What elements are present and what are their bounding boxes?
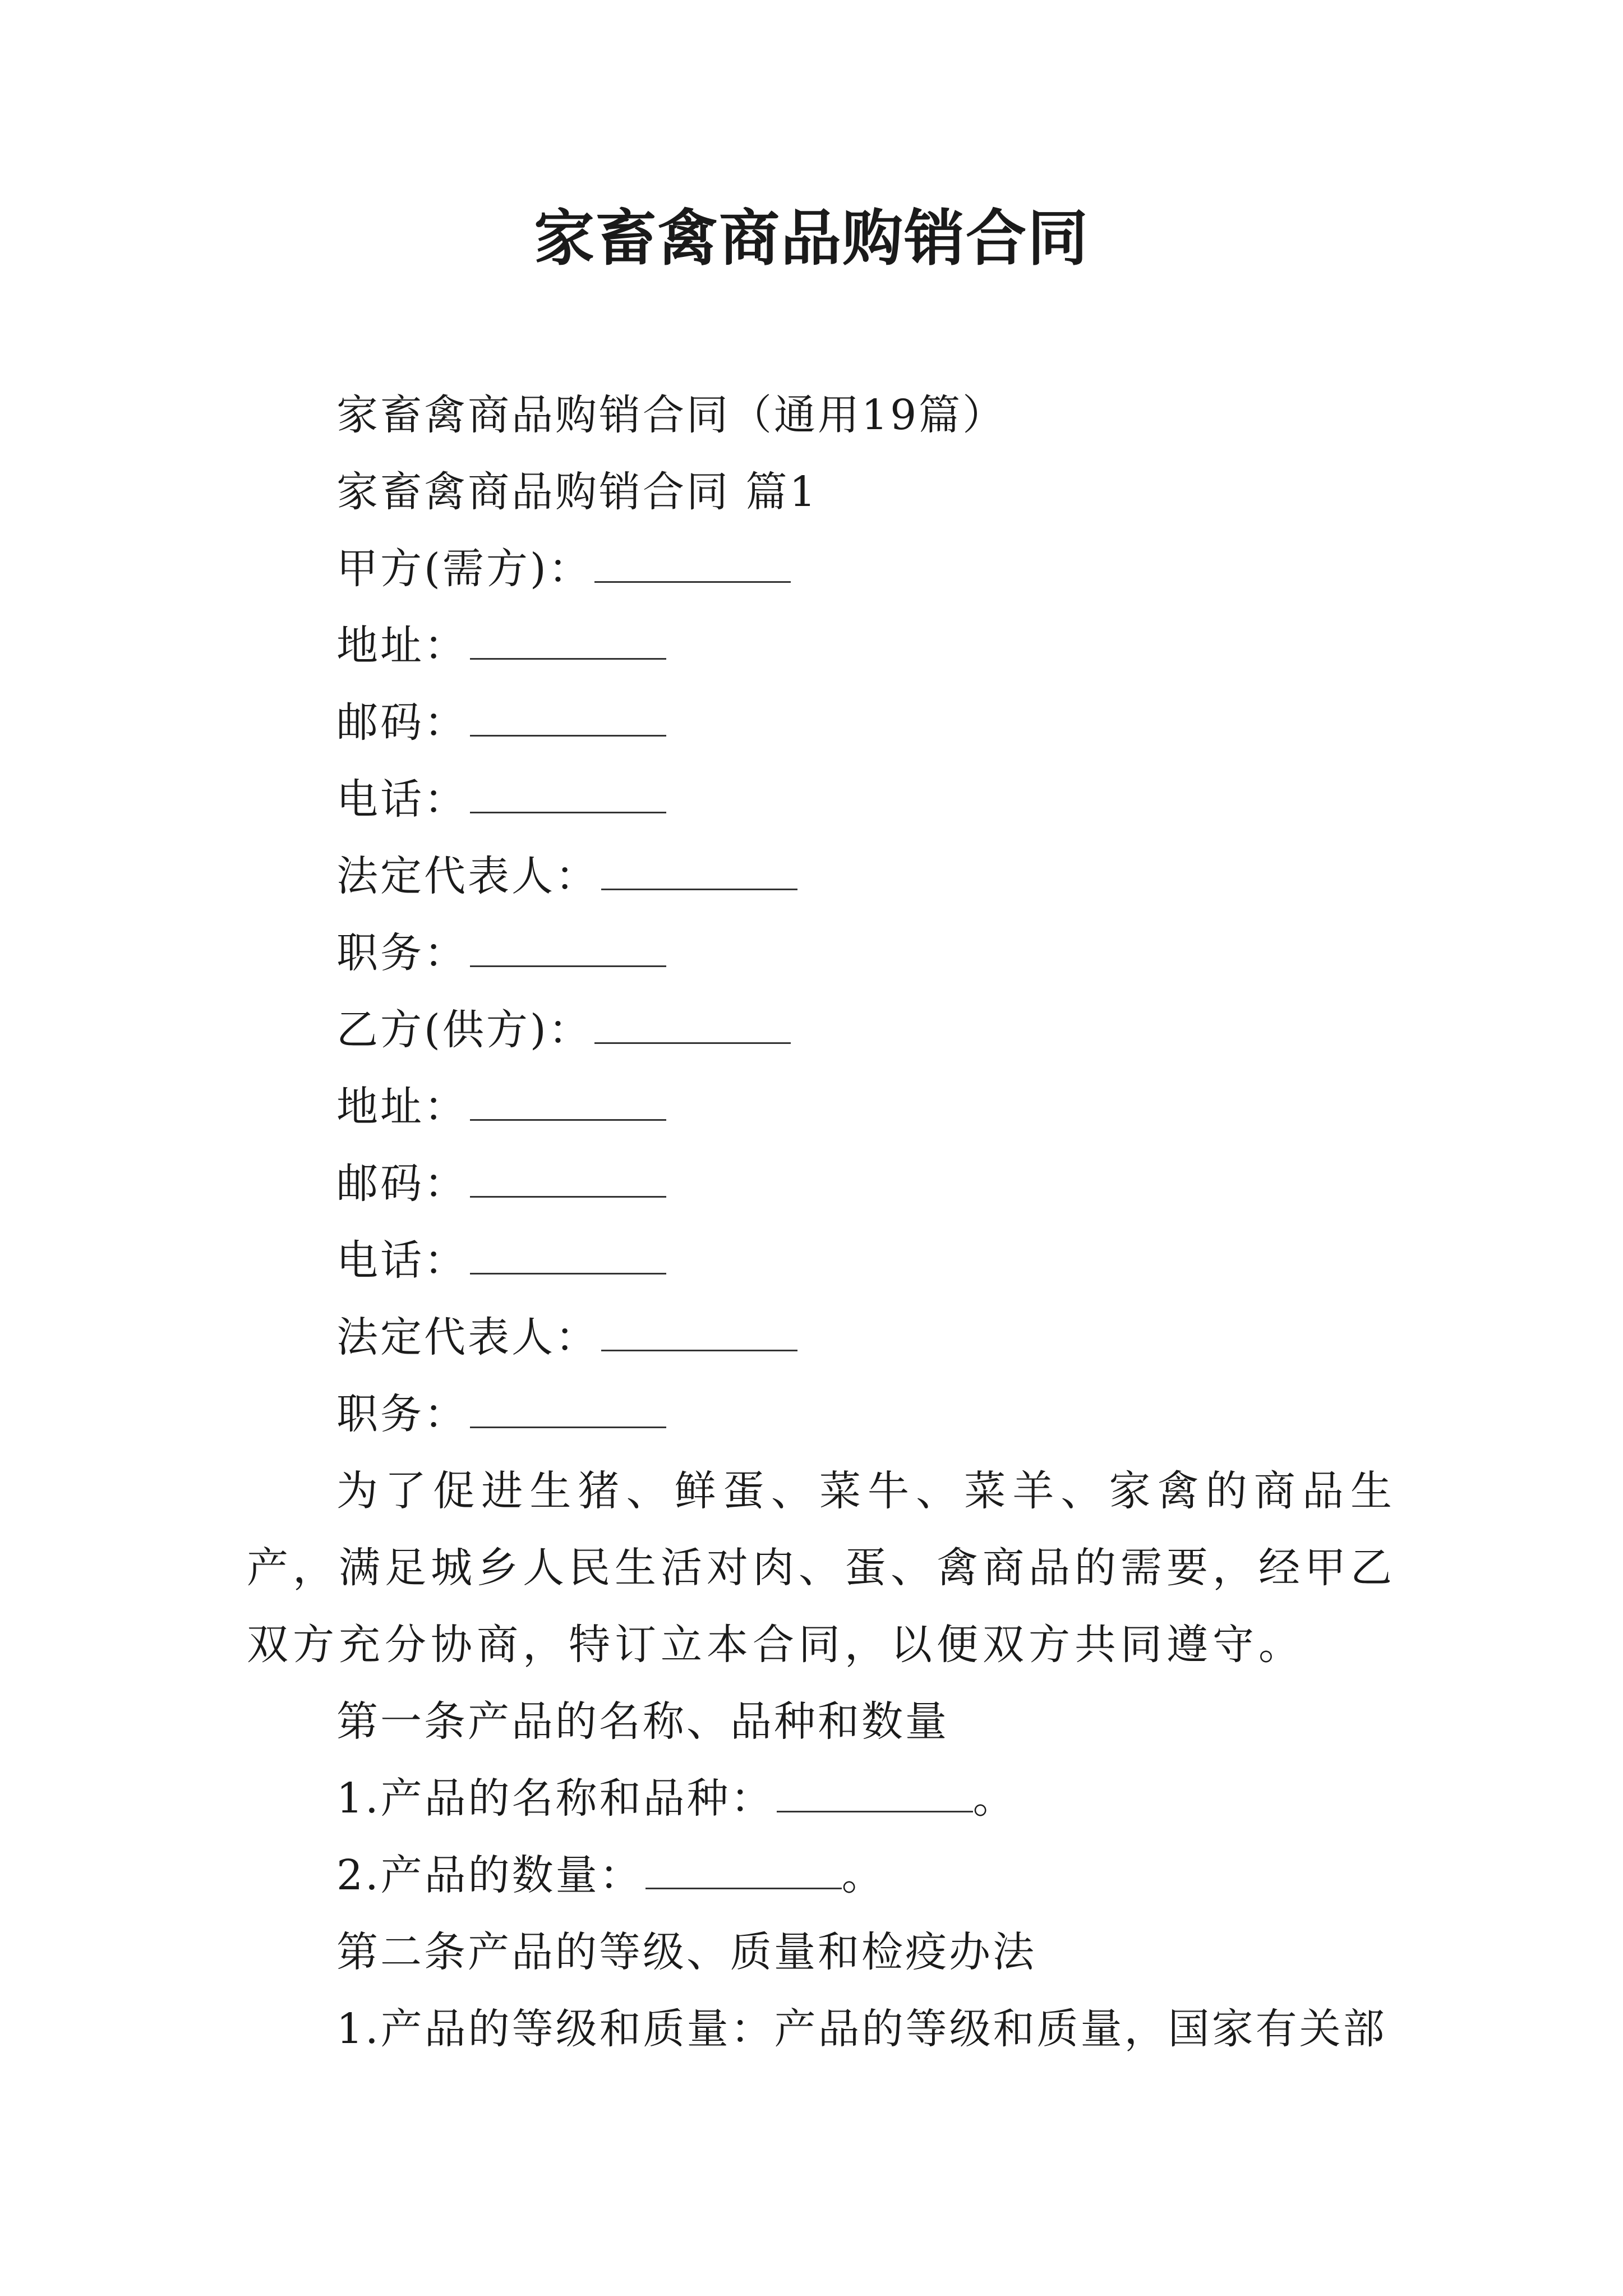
document-body [247,377,1396,2068]
b-position-label: 职务： [336,1390,468,1438]
a-rep-blank [601,855,797,890]
b-address-line [247,1069,1396,1145]
b-position-line [247,1376,1396,1453]
document-title: 家畜禽商品购销合同 [533,203,1089,274]
party-b-line [247,992,1396,1069]
party-a-blank [594,547,791,583]
party-a-line [247,531,1396,608]
a-rep-label: 法定代表人： [336,852,599,900]
article1-item1-label: 1.产品的名称和品种： [336,1774,774,1823]
article1-item2-end: 。 [841,1851,886,1899]
b-phone-blank [470,1239,666,1274]
b-postcode-line [247,1145,1396,1222]
a-postcode-blank [470,701,666,737]
a-rep-line [247,838,1396,915]
a-phone-blank [470,778,666,813]
b-phone-line [247,1222,1396,1299]
b-address-blank [470,1085,666,1121]
article1-item1-end: 。 [972,1774,1017,1823]
b-rep-label: 法定代表人： [336,1313,599,1361]
a-address-line [247,608,1396,684]
article1-heading: 第一条产品的名称、品种和数量 [336,1697,949,1746]
article1-item1 [247,1760,1396,1837]
party-b-blank [594,1009,791,1044]
b-address-label: 地址： [336,1083,468,1131]
a-phone-line [247,761,1396,838]
article2-item1: 1.产品的等级和质量：产品的等级和质量，国家有关部 [336,2005,1387,2053]
article2-heading: 第二条产品的等级、质量和检疫办法 [336,1928,1036,1976]
b-postcode-label: 邮码： [336,1159,468,1208]
a-postcode-label: 邮码： [336,698,468,747]
a-phone-label: 电话： [336,775,468,823]
b-position-blank [470,1393,666,1428]
intro-paragraph: 为了促进生猪、鲜蛋、菜牛、菜羊、家禽的商品生产，满足城乡人民生活对肉、蛋、禽商品的需要，经甲乙双方充分协商，特订立本合同，以便双方共同遵守。 [247,1467,1396,1669]
b-postcode-blank [470,1162,666,1198]
a-position-blank [470,932,666,967]
article1-item2-label: 2.产品的数量： [336,1851,643,1899]
a-position-line [247,915,1396,992]
article1-item1-blank [777,1777,973,1812]
subtitle-line: 家畜禽商品购销合同（通用19篇） [336,391,1007,439]
party-a-label: 甲方(需方)： [336,545,592,593]
a-postcode-line [247,684,1396,761]
a-position-label: 职务： [336,929,468,977]
article1-item2 [247,1837,1396,1914]
article1-item2-blank [645,1854,842,1889]
part-heading: 家畜禽商品购销合同 篇1 [336,468,818,516]
b-rep-blank [601,1316,797,1351]
b-phone-label: 电话： [336,1236,468,1285]
b-rep-line [247,1299,1396,1376]
party-b-label: 乙方(供方)： [336,1006,592,1054]
a-address-label: 地址： [336,622,468,670]
a-address-blank [470,624,666,660]
